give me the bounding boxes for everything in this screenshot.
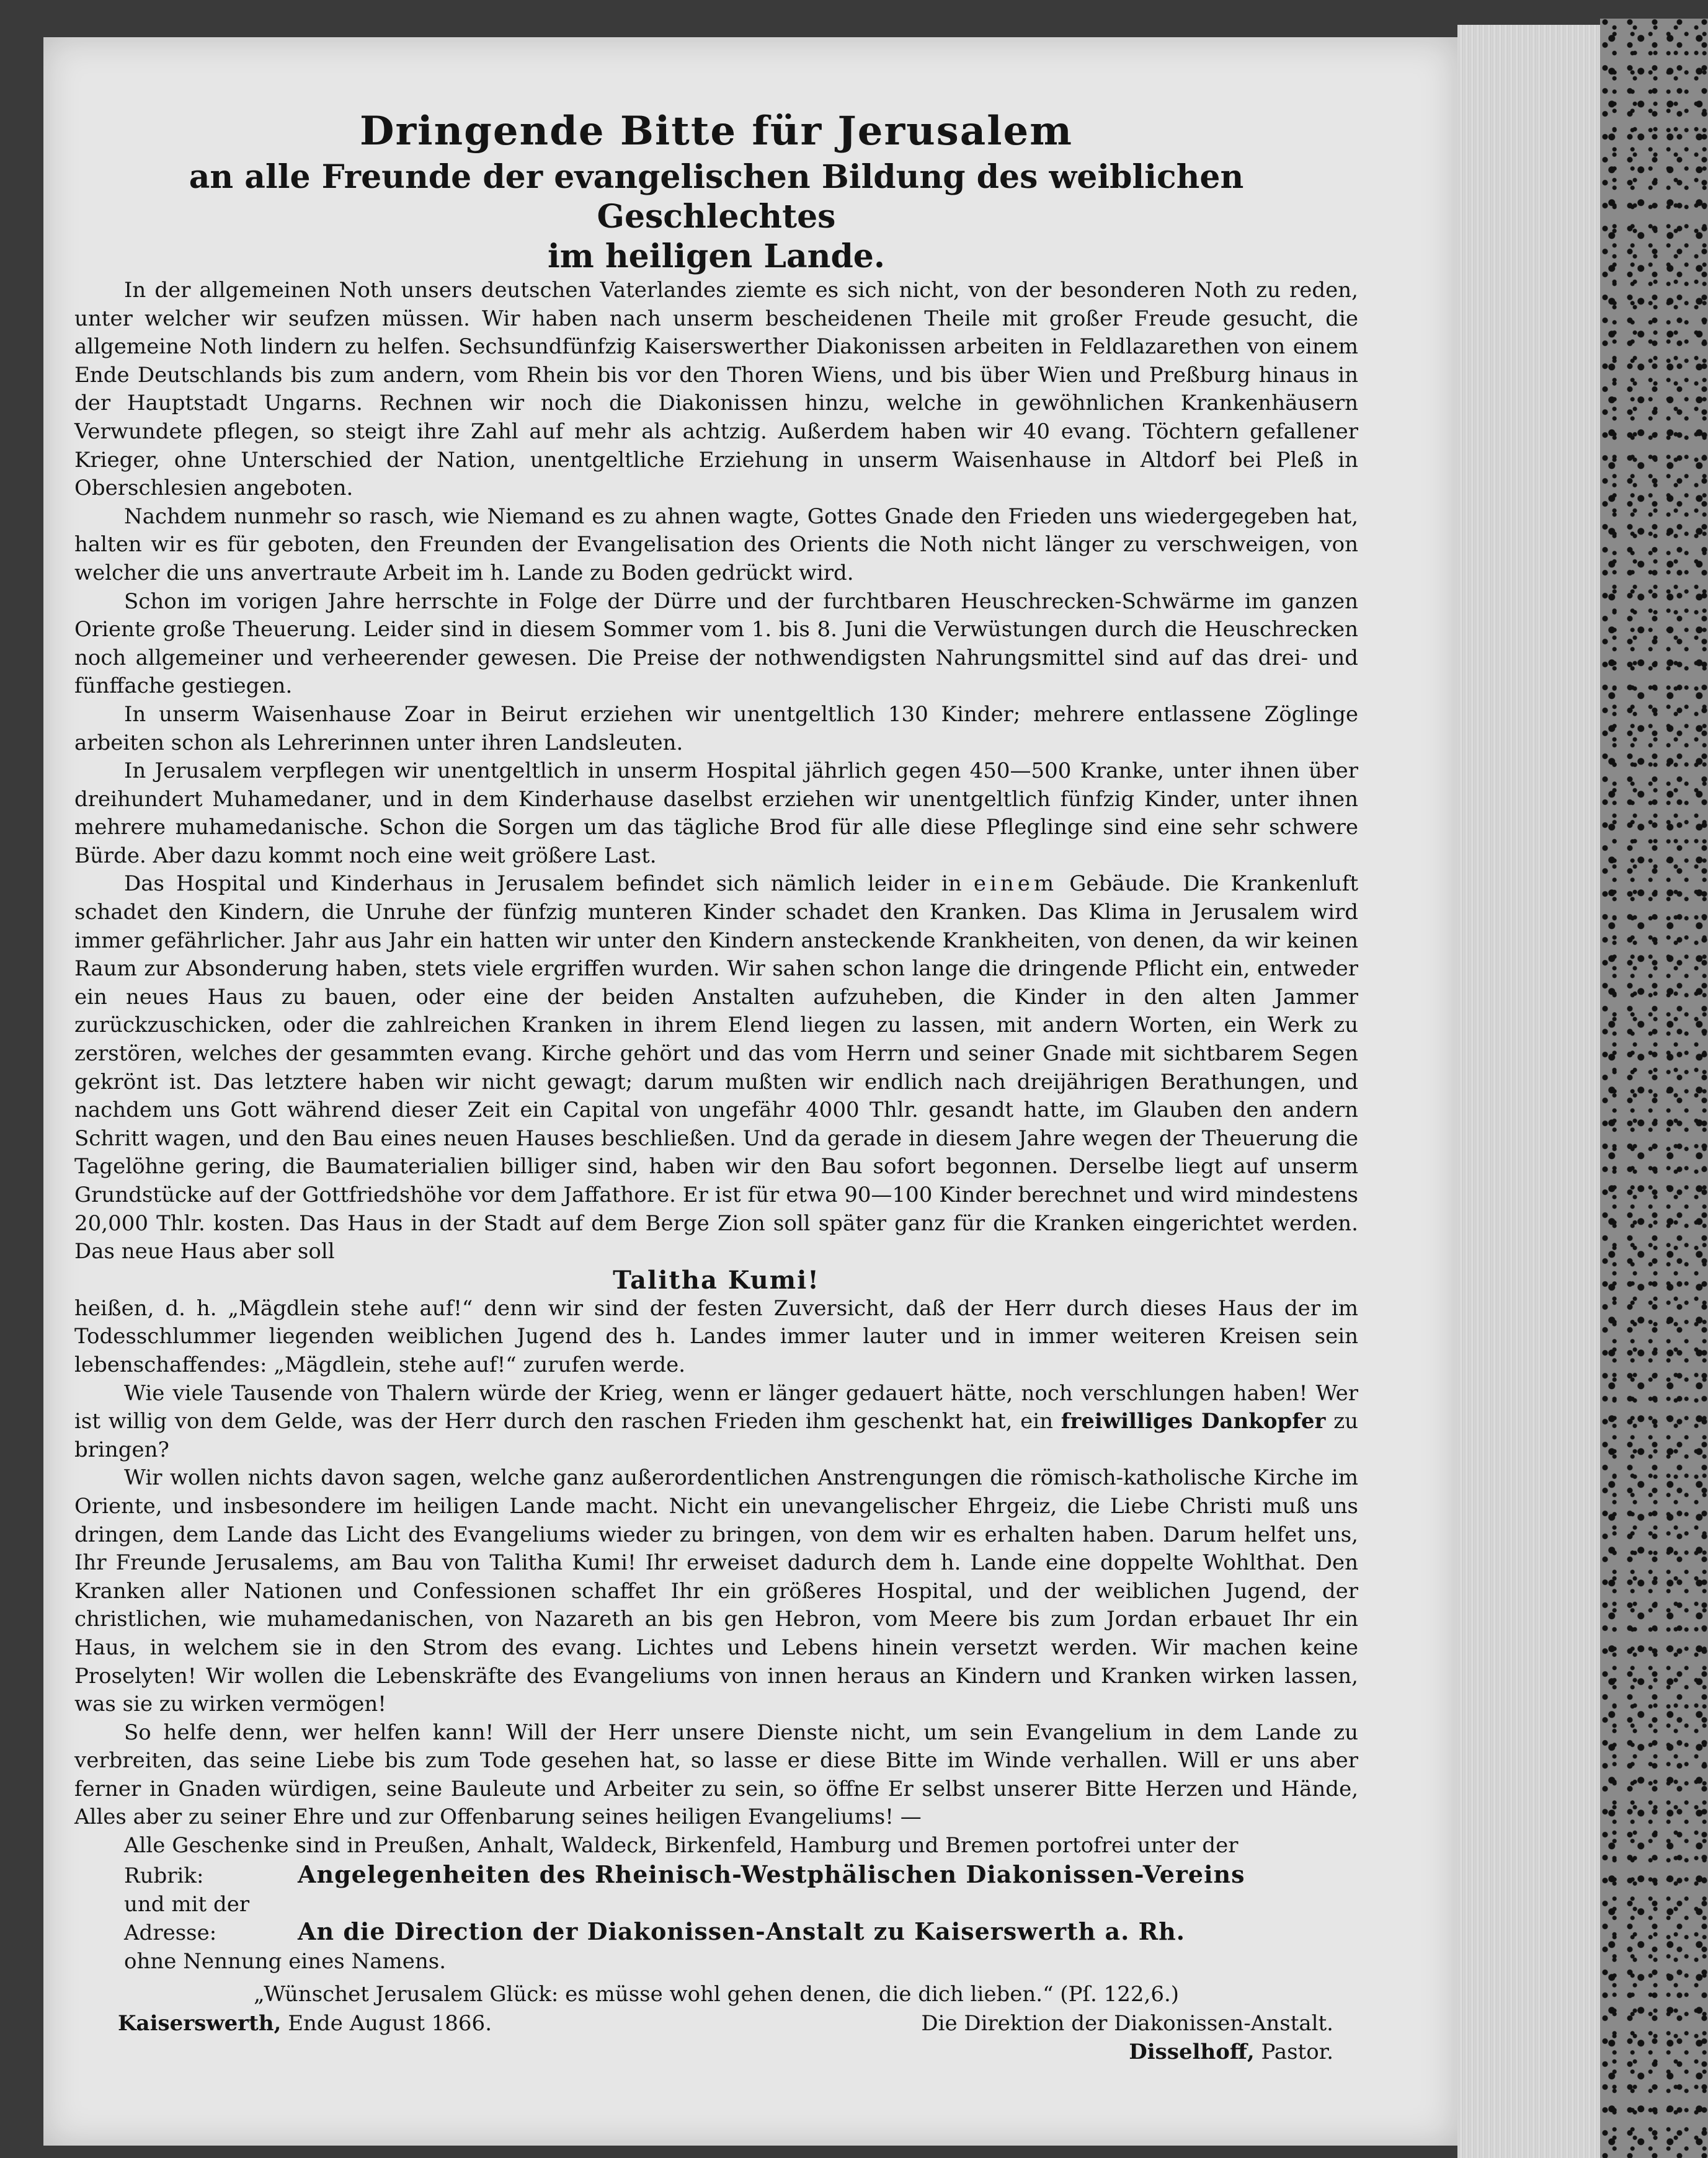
signer-line	[74, 2038, 1358, 2066]
bible-quote: „Wünschet Jerusalem Glück: es müsse wohl gehen denen, die dich lieben.“ (Pſ. 122,6.)	[253, 1981, 1180, 2007]
paragraph-8	[74, 1380, 1358, 1465]
book-cover-edge	[1600, 19, 1708, 2158]
adresse-row	[74, 1890, 1358, 1947]
paragraph-8-bold: freiwilliges Dankopfer	[1061, 1409, 1326, 1434]
paragraph-7: heißen, d. h. „Mägdlein stehe auf!“ denn wir sind der festen Zuversicht, daß der Herr durch dieses Haus der im Todesschlummer liegenden weiblichen Jugend des h. Landes immer lauter und in immer weiteren Kreisen sein lebenschaffendes: „Mägdlein, stehe auf!“ zurufen werde.	[74, 1295, 1358, 1377]
paragraph-6	[74, 870, 1358, 1266]
paragraph-11: Alle Geschenke sind in Preußen, Anhalt, Waldeck, Birkenfeld, Hamburg und Bremen portofrei unter der	[124, 1833, 1239, 1858]
paragraph-8-part-b: zu bringen?	[74, 1409, 1358, 1462]
paragraph-8-part-a: Wie viele Tausende von Thalern würde der Krieg, wenn er länger gedauert hätte, noch verschlungen haben! Wer ist willig von dem Gelde, was der Herr durch den raschen Frieden ihm geschenkt hat, ein	[74, 1380, 1358, 1434]
paragraph-6-part-b: Gebäude. Die Krankenluft schadet den Kindern, die Unruhe der fünfzig munteren Kinder schadet den Kranken. Das Klima in Jerusalem wird immer gefährlicher. Jahr aus Jahr ein hatten wir unter den Kindern ansteckende Krankheiten, von denen, da wir keinen Raum zur Absonderung haben, stets viele ergriffen wurden. Wir sahen schon lange die dringende Pflicht ein, entweder ein neues Haus zu bauen, oder eine der beiden Anstalten aufzuheben, die Kinder in den alten Jammer zurückzuschicken, oder die zahlreichen Kranken in ihrem Elend liegen zu lassen, mit andern Worten, ein Werk zu zerstören, welches der gesammten evang. Kirche gehört und das vom Herrn und seiner Gnade mit sichtbarem Segen gekrönt ist. Das letztere haben wir nicht gewagt; darum mußten wir endlich nach dreijährigen Berathungen, und nachdem uns Gott während dieser Zeit ein Capital von ungefähr 4000 Thlr. gesandt hatte, im Glauben den andern Schritt wagen, und den Bau eines neuen Hauses beschließen. Und da gerade in diesem Jahre wegen der Theuerung die Tagelöhne gering, die Baumaterialien billiger sind, haben wir den Bau sofort begonnen. Derselbe liegt auf unserm Grundstücke auf der Gottfriedshöhe vor dem Jaffathore. Er ist für etwa 90—100 Kinder berechnet und wird mindestens 20,000 Thlr. kosten. Das Haus in der Stadt auf dem Berge Zion soll später ganz für die Kranken eingerichtet werden. Das neue Haus aber soll	[74, 871, 1359, 1264]
rubrik-label: Rubrik:	[124, 1863, 204, 1888]
adresse-value: An die Direction der Diakonissen-Anstalt zu Kaiserswerth a. Rh.	[298, 1917, 1186, 1945]
page-fore-edge	[1457, 25, 1600, 2158]
paragraph-1: In der allgemeinen Noth unsers deutschen Vaterlandes ziemte es sich nicht, von der besonderen Noth zu reden, unter welcher wir seufzen müssen. Wir haben nach unserm bescheidenen Theile mit großer Freude gesucht, die allgemeine Noth lindern zu helfen. Sechsundfünfzig Kaiserswerther Diakonissen arbeiten in Feldlazarethen von einem Ende Deutschlands bis zum andern, vom Rhein bis vor den Thoren Wiens, und bis über Wien und Preßburg hinaus in der Hauptstadt Ungarns. Rechnen wir noch die Diakonissen hinzu, welche in gewöhnlichen Krankenhäusern Verwundete pflegen, so steigt ihre Zahl auf mehr als achtzig. Außerdem haben wir 40 evang. Töchtern gefallener Krieger, ohne Unterschied der Nation, unentgeltliche Erziehung in unserm Waisenhause in Altdorf bei Pleß in Oberschlesien angeboten.	[74, 278, 1358, 501]
document-subtitle-line2: im heiligen Lande.	[548, 238, 885, 275]
signer-name: Disselhoff,	[1129, 2039, 1255, 2064]
paragraph-10: So helfe denn, wer helfen kann! Will der Herr unsere Dienste nicht, um sein Evangelium in dem Lande zu verbreiten, das seine Liebe bis zum Tode gesehen hat, so lasse er diese Bitte im Winde verhallen. Will er uns aber ferner in Gnaden würdigen, seine Bauleute und Arbeiter zu sein, so öffne Er selbst unserer Bitte Herzen und Hände, Alles aber zu seiner Ehre und zur Offenbarung seines heiligen Evangeliums! —	[74, 1720, 1358, 1830]
document-title: Dringende Bitte für Jerusalem	[360, 108, 1073, 154]
ohne-nennung: ohne Nennung eines Namens.	[124, 1948, 447, 1974]
paragraph-9: Wir wollen nichts davon sagen, welche ganz außerordentlichen Anstrengungen die römisch-katholische Kirche im Oriente, und insbesondere im heiligen Lande macht. Nicht ein unevangelischer Ehrgeiz, die Liebe Christi muß uns dringen, dem Lande das Licht des Evangeliums wieder zu bringen, von dem wir es erhalten haben. Darum helfet uns, Ihr Freunde Jerusalems, am Bau von Talitha Kumi! Ihr erweiset dadurch dem h. Lande eine doppelte Wohlthat. Den Kranken aller Nationen und Confessionen schaffet Ihr ein größeres Hospital, und der weiblichen Jugend, der christlichen, wie muhamedanischen, von Nazareth an bis gen Hebron, vom Meere bis zum Jordan erbauet Ihr ein Haus, in welchem sie in den Strom des evang. Lichtes und Lebens hinein versetzt werden. Wir machen keine Proselyten! Wir wollen die Lebenskräfte des Evangeliums von innen heraus an Kindern und Kranken wirken lassen, was sie zu wirken vermögen!	[74, 1465, 1358, 1717]
place-date	[118, 2009, 492, 2038]
paragraph-6-emphasis: einem	[973, 871, 1058, 897]
date: Ende August 1866.	[288, 2010, 492, 2036]
paragraph-3: Schon im vorigen Jahre herrschte in Folge der Dürre und der furchtbaren Heuschrecken-Schwärme im ganzen Oriente große Theuerung. Leider sind in diesem Sommer vom 1. bis 8. Juni die Verwüstungen durch die Heuschrecken noch allgemeiner und verheerender gewesen. Die Preise der nothwendigsten Nahrungsmittel sind auf das drei- und fünffache gestiegen.	[74, 588, 1358, 699]
signer-title: Pastor.	[1261, 2039, 1333, 2064]
rubrik-value: Angelegenheiten des Rheinisch-Westphälischen Diakonissen-Vereins	[298, 1860, 1245, 1888]
document-subtitle-line1: an alle Freunde der evangelischen Bildung des weiblichen Geschlechtes	[189, 158, 1244, 236]
document-content	[74, 105, 1358, 2065]
direction-line: Die Direktion der Diakonissen-Anstalt.	[921, 2010, 1333, 2036]
paragraph-5: In Jerusalem verpflegen wir unentgeltlich in unserm Hospital jährlich gegen 450—500 Kranke, unter ihnen über dreihundert Muhamedaner, und in dem Kinderhause daselbst erziehen wir unentgeltlich fünfzig Kinder, unter ihnen mehrere muhamedanische. Schon die Sorgen um das tägliche Brod für alle diese Pfleglinge sind eine sehr schwere Bürde. Aber dazu kommt noch eine weit größere Last.	[74, 758, 1358, 868]
motto-talitha-kumi: Talitha Kumi!	[613, 1265, 820, 1295]
paragraph-2: Nachdem nunmehr so rasch, wie Niemand es zu ahnen wagte, Gottes Gnade den Frieden uns wiedergegeben hat, halten wir es für geboten, den Freunden der Evangelisation des Orients die Noth nicht länger zu verschweigen, von welcher die uns anvertraute Arbeit im h. Lande zu Boden gedrückt wird.	[74, 504, 1358, 585]
place: Kaiserswerth,	[118, 2010, 282, 2036]
signature-row	[74, 2009, 1358, 2038]
paragraph-4: In unserm Waisenhause Zoar in Beirut erziehen wir unentgeltlich 130 Kinder; mehrere entlassene Zöglinge arbeiten schon als Lehrerinnen unter ihren Landsleuten.	[74, 701, 1358, 755]
paragraph-6-part-a: Das Hospital und Kinderhaus in Jerusalem befindet sich nämlich leider in	[124, 871, 962, 897]
adresse-label: und mit der Adresse:	[124, 1891, 250, 1945]
rubrik-row	[74, 1860, 1358, 1890]
